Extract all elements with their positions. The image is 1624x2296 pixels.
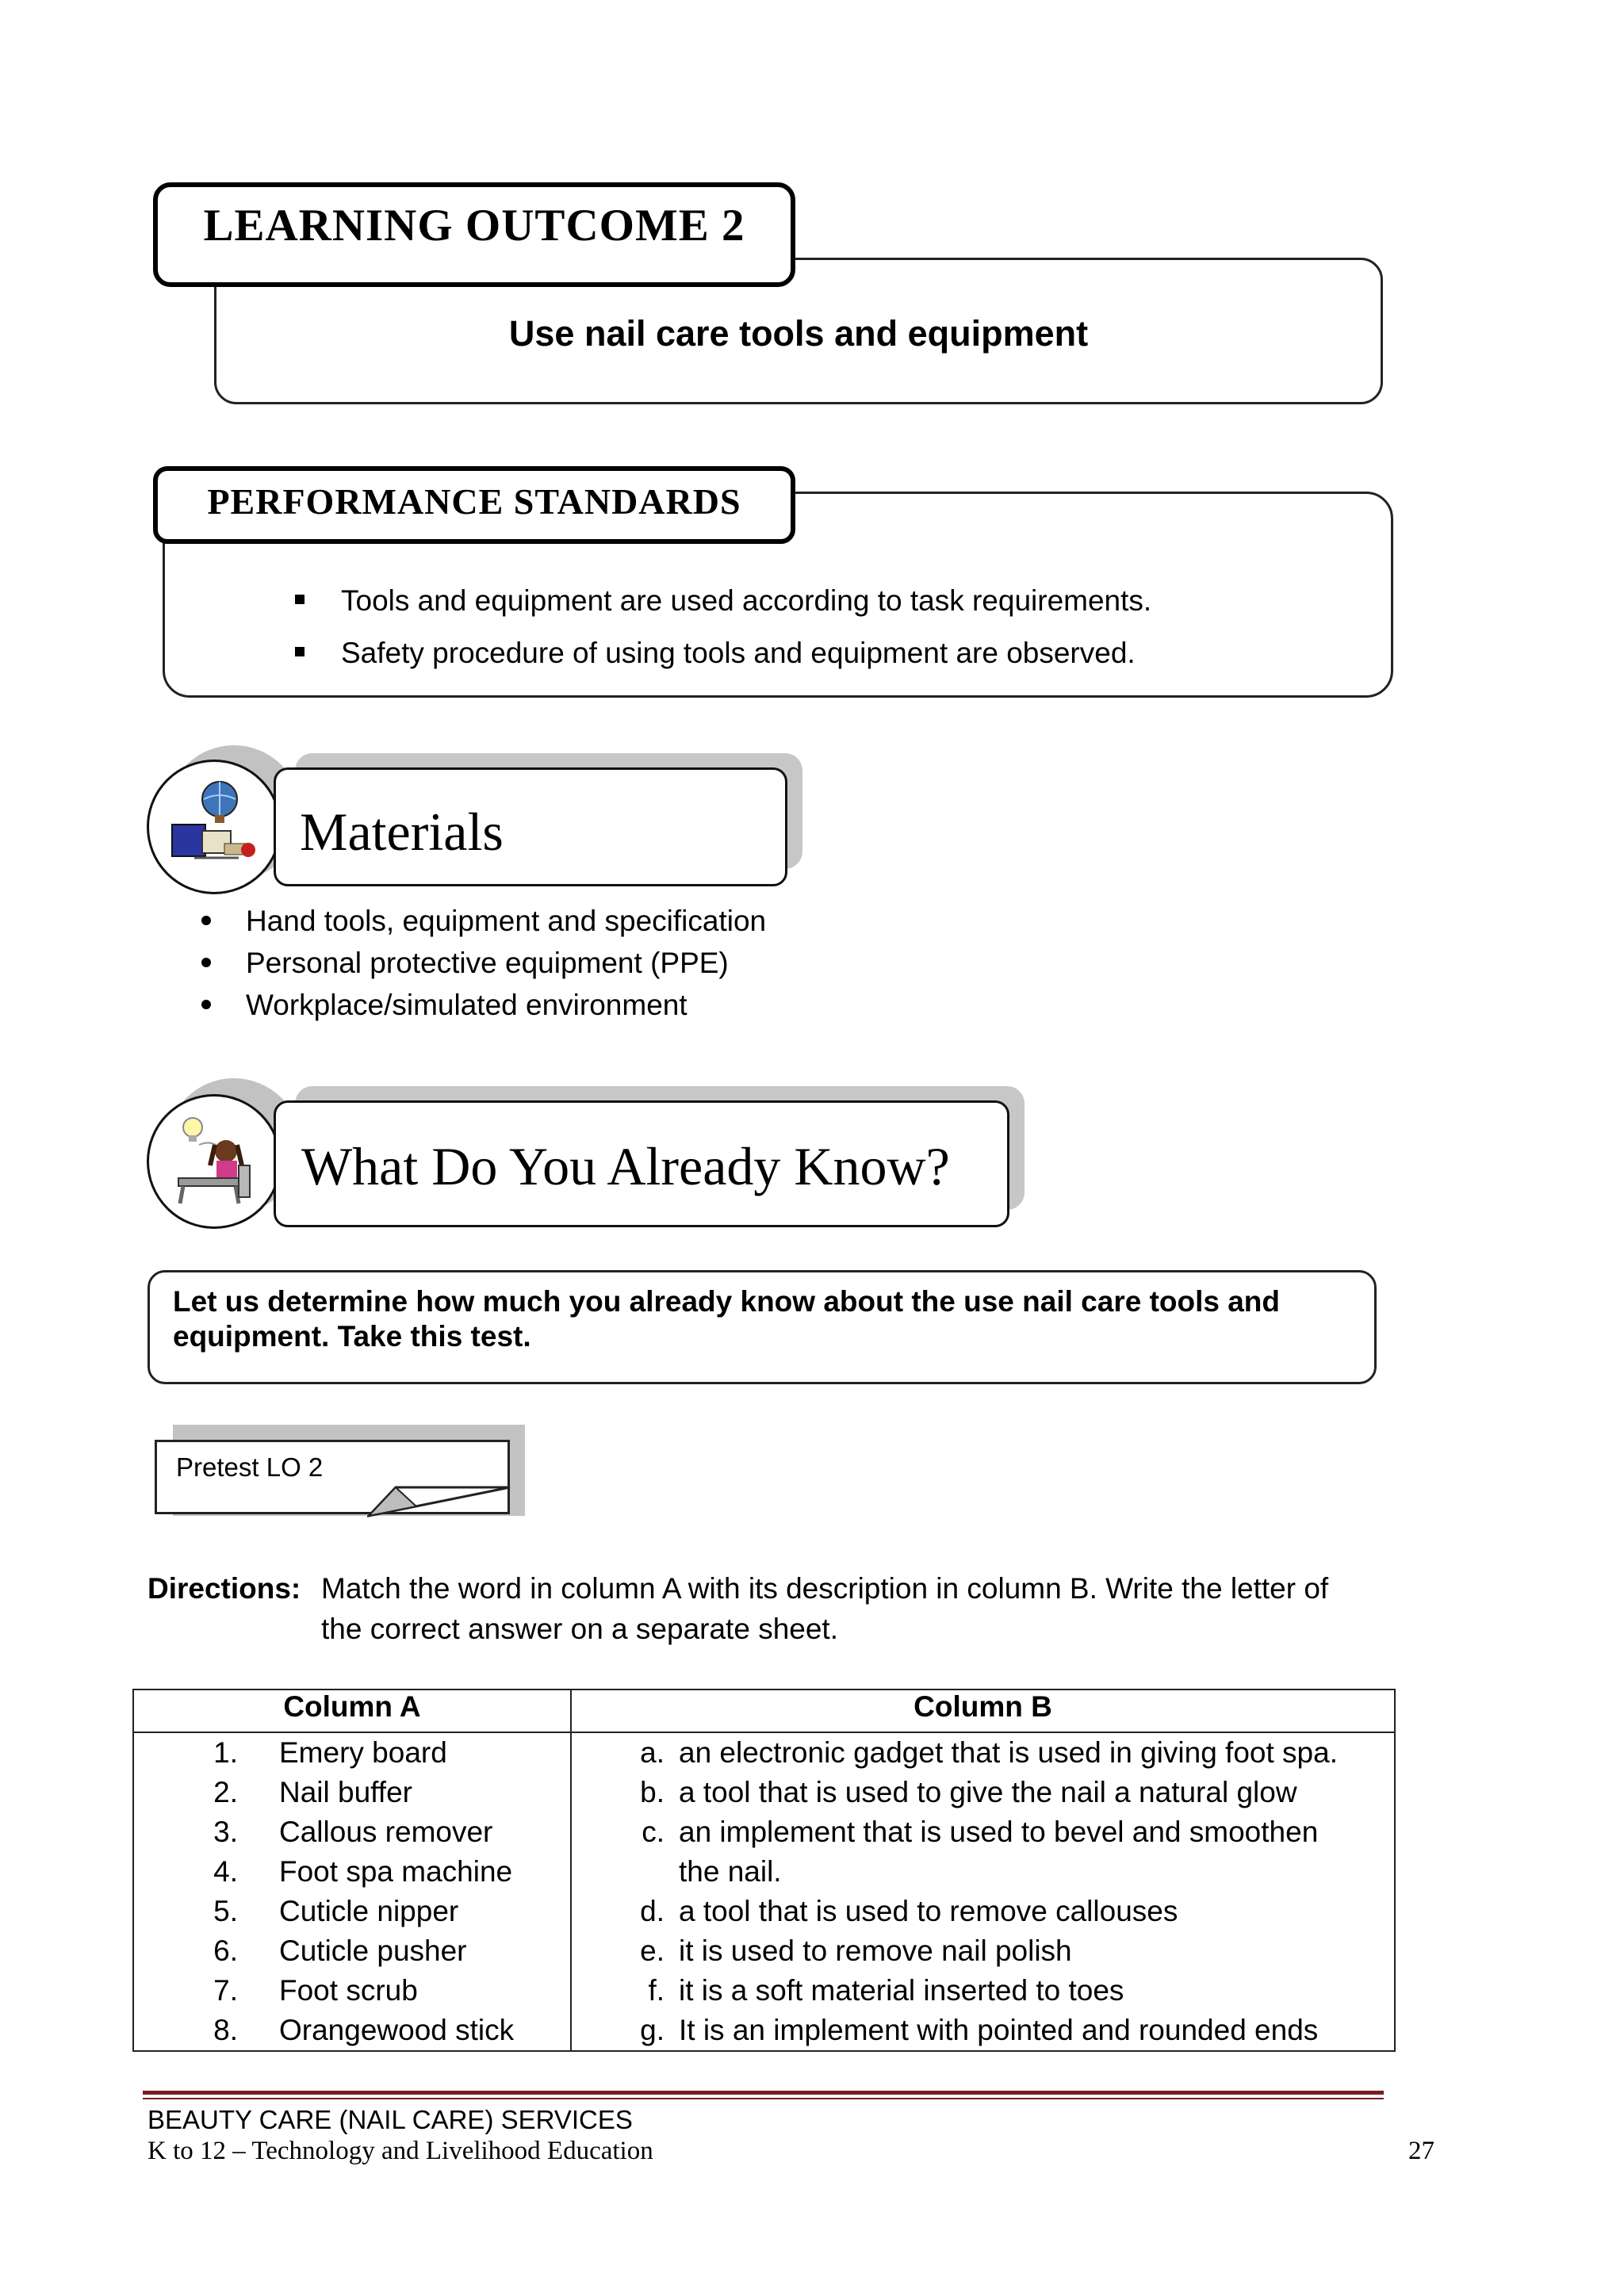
- item-text: Callous remover: [279, 1816, 493, 1848]
- item-letter: c.: [642, 1816, 665, 1848]
- item-text: It is an implement with pointed and rounded ends: [679, 2014, 1319, 2046]
- item-letter: b.: [640, 1776, 665, 1808]
- footer-rule-thin: [143, 2098, 1384, 2099]
- list-item: Tools and equipment are used according to task requirements.: [285, 575, 1151, 627]
- materials-list: [198, 900, 766, 1026]
- pretest-label: Pretest LO 2: [176, 1452, 324, 1482]
- list-item: [134, 1852, 570, 1892]
- directions-label: Directions:: [147, 1572, 301, 1605]
- list-item: [572, 2011, 1394, 2050]
- list-item: [134, 1733, 570, 1773]
- table-row: [133, 1732, 1395, 2051]
- directions-line1: Match the word in column A with its description in column B. Write the letter of: [321, 1572, 1329, 1605]
- item-number: 5.: [213, 1895, 238, 1927]
- list-item: [572, 1931, 1394, 1971]
- footer-rule: [143, 2091, 1384, 2095]
- list-item: [134, 1773, 570, 1812]
- item-text: Nail buffer: [279, 1776, 412, 1808]
- footer-course: BEAUTY CARE (NAIL CARE) SERVICES: [147, 2105, 633, 2134]
- directions-line2: the correct answer on a separate sheet.: [321, 1613, 838, 1645]
- directions: [147, 1568, 1385, 1649]
- item-number: 3.: [213, 1816, 238, 1848]
- item-letter: [572, 1852, 679, 1892]
- table-header-row: [133, 1689, 1395, 1732]
- item-number: 6.: [213, 1934, 238, 1967]
- list-item: [572, 1812, 1394, 1852]
- item-text: Orangewood stick: [279, 2014, 515, 2046]
- item-text: a tool that is used to remove callouses: [679, 1895, 1178, 1927]
- item-letter: f.: [648, 1974, 665, 2007]
- item-text: it is used to remove nail polish: [679, 1934, 1072, 1967]
- item-number: 7.: [213, 1974, 238, 2007]
- performance-standards-list: [285, 575, 1151, 679]
- footer-program: K to 12 – Technology and Livelihood Education: [147, 2137, 653, 2165]
- list-item: Safety procedure of using tools and equipment are observed.: [285, 627, 1151, 679]
- list-item: [134, 1931, 570, 1971]
- page-number: 27: [1408, 2137, 1434, 2165]
- materials-title: Materials: [300, 802, 504, 862]
- item-text: it is a soft material inserted to toes: [679, 1974, 1124, 2007]
- learning-outcome-subtitle: Use nail care tools and equipment: [508, 313, 1089, 354]
- column-a-cell: [133, 1732, 571, 2051]
- instruction-text: Let us determine how much you already know about the use nail care tools and equipment. Take this test.: [173, 1285, 1281, 1353]
- item-text: an electronic gadget that is used in giving foot spa.: [679, 1736, 1338, 1769]
- item-text: Cuticle nipper: [279, 1895, 459, 1927]
- item-letter: d.: [640, 1895, 665, 1927]
- learning-outcome-title: LEARNING OUTCOME 2: [203, 201, 745, 251]
- item-text: Foot spa machine: [279, 1855, 513, 1888]
- item-letter: a.: [640, 1736, 665, 1769]
- item-text: Emery board: [279, 1736, 447, 1769]
- item-text: an implement that is used to bevel and smoothen: [679, 1816, 1319, 1848]
- list-item: [134, 2011, 570, 2050]
- list-item: [572, 1892, 1394, 1931]
- student-lightbulb-icon: [163, 1110, 266, 1213]
- item-letter: e.: [640, 1934, 665, 1967]
- item-number: 2.: [213, 1776, 238, 1808]
- list-item: [134, 1971, 570, 2011]
- item-number: 1.: [213, 1736, 238, 1769]
- matching-table: [132, 1689, 1396, 2052]
- list-item: [572, 1971, 1394, 2011]
- list-item: Personal protective equipment (PPE): [198, 942, 766, 984]
- column-b-cell: [571, 1732, 1395, 2051]
- performance-standards-title: PERFORMANCE STANDARDS: [207, 481, 741, 522]
- list-item: [572, 1773, 1394, 1812]
- item-text: the nail.: [679, 1855, 782, 1888]
- item-text: Cuticle pusher: [279, 1934, 467, 1967]
- list-item: Workplace/simulated environment: [198, 984, 766, 1026]
- item-number: 8.: [213, 2014, 238, 2046]
- list-item: [134, 1892, 570, 1931]
- globe-books-icon: [163, 775, 266, 878]
- item-text: a tool that is used to give the nail a natural glow: [679, 1776, 1297, 1808]
- page-curl-icon: [367, 1479, 513, 1519]
- item-number: 4.: [213, 1855, 238, 1888]
- list-item: [572, 1733, 1394, 1773]
- list-item: [134, 1812, 570, 1852]
- list-item: Hand tools, equipment and specification: [198, 900, 766, 942]
- item-letter: g.: [640, 2014, 665, 2046]
- column-b-header: Column B: [571, 1689, 1395, 1732]
- column-a-header: Column A: [133, 1689, 571, 1732]
- item-text: Foot scrub: [279, 1974, 418, 2007]
- what-know-title: What Do You Already Know?: [301, 1136, 950, 1196]
- list-item: [572, 1852, 1394, 1892]
